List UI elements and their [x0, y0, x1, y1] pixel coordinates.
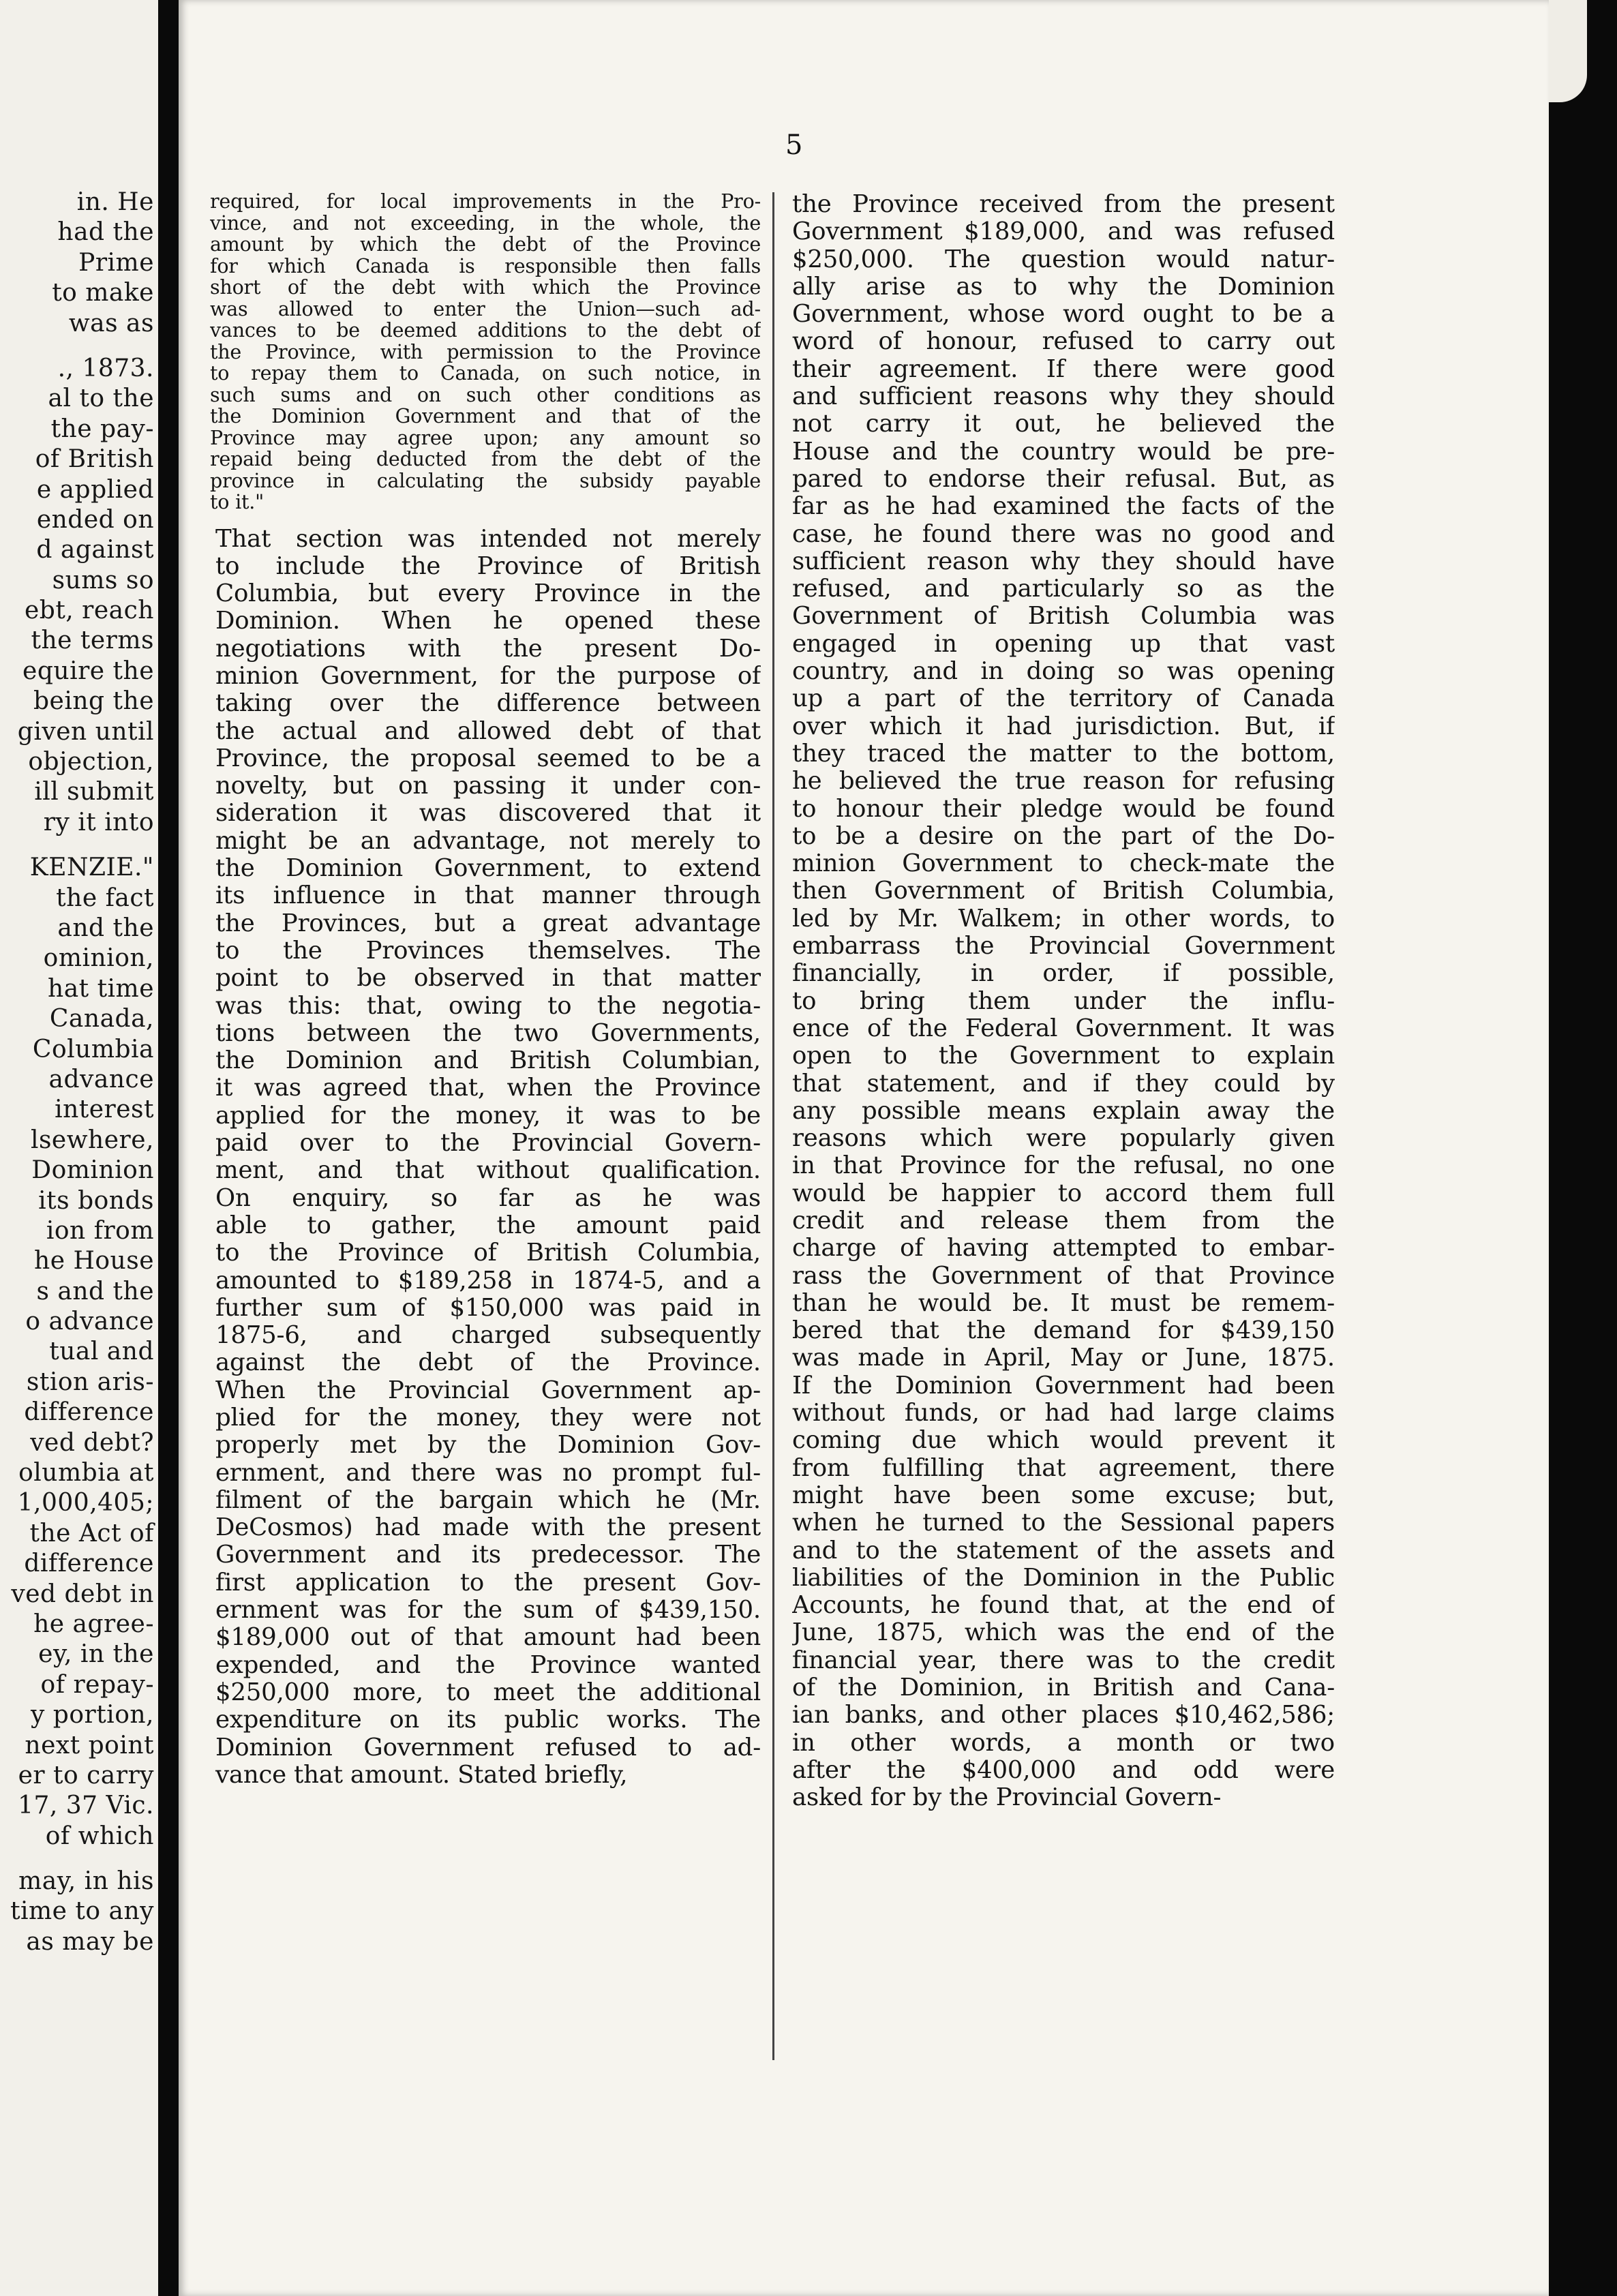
strip-line: 1,000,405;: [17, 1489, 154, 1517]
text-line: was made in April, May or June, 1875.: [792, 1344, 1335, 1372]
strip-line: ved debt in: [11, 1580, 154, 1608]
strip-line: of British: [35, 445, 154, 474]
quoted-statute: [210, 191, 761, 513]
text-line: was this: that, owing to the negotia-: [215, 992, 761, 1020]
quote-line: repaid being deducted from the debt of the: [210, 449, 761, 470]
strip-line: [0, 1852, 154, 1867]
text-line: negotiations with the present Do-: [215, 635, 761, 663]
text-line: to be a desire on the part of the Do-: [792, 822, 1335, 850]
quote-line: to it.": [210, 492, 265, 513]
text-line: minion Government, for the purpose of: [215, 662, 761, 690]
strip-line: had the: [57, 218, 154, 247]
text-line: it was agreed that, when the Province: [215, 1074, 761, 1102]
text-line: On enquiry, so far as he was: [215, 1184, 761, 1212]
strip-line: he agree-: [33, 1610, 154, 1638]
text-line: and to the statement of the assets and: [792, 1537, 1335, 1565]
text-line: its influence in that manner through: [215, 882, 761, 910]
text-line: than he would be. It must be remem-: [792, 1289, 1335, 1317]
text-line: If the Dominion Government had been: [792, 1372, 1335, 1400]
text-line: bered that the demand for $439,150: [792, 1317, 1335, 1345]
strip-line: Canada,: [49, 1005, 154, 1033]
text-line: reasons which were popularly given: [792, 1125, 1335, 1153]
strip-line: [0, 339, 154, 354]
strip-line: the terms: [31, 626, 154, 655]
strip-line: ry it into: [43, 808, 154, 836]
strip-line: advance: [48, 1065, 154, 1093]
strip-line: ill submit: [34, 778, 154, 806]
quote-line: province in calculating the subsidy payable: [210, 470, 761, 492]
quote-line: to repay them to Canada, on such notice, in: [210, 363, 761, 384]
text-line: able to gather, the amount paid: [215, 1211, 761, 1239]
text-line: properly met by the Dominion Gov-: [215, 1432, 761, 1460]
text-line: novelty, but on passing it under con-: [215, 772, 761, 800]
text-line: ernment, and there was no prompt ful-: [215, 1459, 761, 1487]
text-line: taking over the difference between: [215, 690, 761, 718]
strip-line: equire the: [22, 656, 154, 685]
strip-line: of which: [45, 1822, 154, 1850]
text-line: would be happier to accord them full: [792, 1179, 1335, 1207]
text-line: financially, in order, if possible,: [792, 960, 1335, 988]
text-line: the Provinces, but a great advantage: [215, 909, 761, 937]
strip-line: time to any: [10, 1897, 154, 1926]
previous-page-text: [0, 187, 154, 1957]
text-line: applied for the money, it was to be: [215, 1102, 761, 1130]
strip-line: as may be: [26, 1927, 154, 1956]
text-line: open to the Government to explain: [792, 1042, 1335, 1070]
text-line: That section was intended not merely: [215, 525, 761, 553]
text-line: DeCosmos) had made with the present: [215, 1514, 761, 1542]
text-line: ernment was for the sum of $439,150.: [215, 1597, 761, 1625]
strip-line: y portion,: [31, 1701, 154, 1729]
text-line: then Government of British Columbia,: [792, 877, 1335, 905]
quote-line: was allowed to enter the Union—such ad-: [210, 298, 761, 320]
quote-line: for which Canada is responsible then falls: [210, 255, 761, 277]
text-line: might have been some excuse; but,: [792, 1481, 1335, 1509]
strip-line: the Act of: [29, 1519, 154, 1547]
strip-line: ., 1873.: [57, 354, 154, 382]
quote-line: vince, and not exceeding, in the whole, the: [210, 212, 761, 234]
strip-line: ion from: [46, 1216, 154, 1245]
strip-line: being the: [33, 687, 154, 716]
strip-line: Columbia: [32, 1035, 154, 1063]
strip-line: lsewhere,: [30, 1126, 154, 1154]
strip-line: of repay-: [40, 1670, 154, 1699]
text-line: Dominion Government refused to ad-: [215, 1734, 761, 1762]
strip-line: al to the: [48, 384, 154, 413]
text-line: engaged in opening up that vast: [792, 630, 1335, 658]
text-column-right: [792, 191, 1335, 1812]
text-line: embarrass the Provincial Government: [792, 933, 1335, 961]
text-line: charge of having attempted to embar-: [792, 1235, 1335, 1263]
strip-line: stion aris-: [26, 1368, 154, 1396]
page-corner: [1549, 0, 1587, 102]
strip-line: ominion,: [43, 944, 154, 973]
body-paragraph: [210, 526, 761, 1789]
text-line: minion Government to check-mate the: [792, 850, 1335, 878]
text-line: not carry it out, he believed the: [792, 410, 1335, 438]
text-column-left: [210, 191, 761, 1789]
strip-line: hat time: [48, 974, 154, 1003]
text-line: word of honour, refused to carry out: [792, 328, 1335, 356]
column-divider: [772, 192, 774, 2060]
strip-line: o advance: [25, 1308, 154, 1336]
text-line: to honour their pledge would be found: [792, 795, 1335, 823]
text-line: plied for the money, they were not: [215, 1404, 761, 1432]
body-paragraph: [792, 191, 1335, 1812]
text-line: without funds, or had had large claims: [792, 1400, 1335, 1428]
text-line: against the debt of the Province.: [215, 1349, 761, 1377]
strip-line: ebt, reach: [24, 596, 154, 625]
text-line: ment, and that without qualification.: [215, 1157, 761, 1185]
quote-line: Province may agree upon; any amount so: [210, 427, 761, 449]
text-line: to include the Province of British: [215, 552, 761, 580]
text-line: first application to the present Gov-: [215, 1569, 761, 1597]
strip-line: s and the: [36, 1277, 154, 1305]
text-line: over which it had jurisdiction. But, if: [792, 712, 1335, 740]
strip-line: ey, in the: [38, 1640, 154, 1669]
text-line: when he turned to the Sessional papers: [792, 1509, 1335, 1537]
strip-line: 17, 37 Vic.: [18, 1792, 154, 1820]
text-line: to the Provinces themselves. The: [215, 937, 761, 965]
text-line: liabilities of the Dominion in the Public: [792, 1564, 1335, 1592]
text-line: he believed the true reason for refusing: [792, 768, 1335, 796]
strip-line: the pay-: [50, 414, 154, 443]
text-line: the actual and allowed debt of that: [215, 717, 761, 745]
strip-line: olumbia at: [18, 1459, 154, 1487]
text-line: 1875-6, and charged subsequently: [215, 1322, 761, 1350]
quote-line: amount by which the debt of the Province: [210, 234, 761, 256]
text-line: asked for by the Provincial Govern-: [792, 1784, 1222, 1812]
text-line: June, 1875, which was the end of the: [792, 1619, 1335, 1647]
strip-line: to make: [52, 279, 154, 307]
text-line: case, he found there was no good and: [792, 520, 1335, 548]
text-line: expenditure on its public works. The: [215, 1706, 761, 1734]
text-line: that statement, and if they could by: [792, 1070, 1335, 1098]
text-line: the Dominion and British Columbian,: [215, 1047, 761, 1075]
text-line: amounted to $189,258 in 1874-5, and a: [215, 1267, 761, 1295]
text-line: ian banks, and other places $10,462,586;: [792, 1702, 1335, 1729]
strip-line: Prime: [78, 248, 154, 277]
text-line: from fulfilling that agreement, there: [792, 1454, 1335, 1482]
text-line: $250,000. The question would natur-: [792, 245, 1335, 273]
strip-line: ved debt?: [30, 1428, 154, 1457]
strip-line: difference: [24, 1398, 154, 1427]
text-line: Province, the proposal seemed to be a: [215, 744, 761, 772]
text-line: Government, whose word ought to be a: [792, 301, 1335, 329]
text-line: the Dominion Government, to extend: [215, 855, 761, 883]
strip-line: KENZIE.": [29, 854, 154, 882]
text-line: after the $400,000 and odd were: [792, 1756, 1335, 1784]
text-line: financial year, there was to the credit: [792, 1646, 1335, 1674]
strip-line: the fact: [56, 883, 154, 912]
text-line: Dominion. When he opened these: [215, 607, 761, 635]
strip-line: objection,: [28, 748, 154, 776]
text-line: $189,000 out of that amount had been: [215, 1624, 761, 1652]
text-line: Government and its predecessor. The: [215, 1541, 761, 1569]
text-line: coming due which would prevent it: [792, 1427, 1335, 1455]
text-line: expended, and the Province wanted: [215, 1651, 761, 1679]
strip-line: and the: [57, 913, 154, 942]
text-line: far as he had examined the facts of the: [792, 493, 1335, 521]
quote-line: short of the debt with which the Province: [210, 277, 761, 299]
text-line: of the Dominion, in British and Cana-: [792, 1674, 1335, 1702]
text-line: House and the country would be pre-: [792, 438, 1335, 466]
strip-line: sums so: [52, 566, 154, 594]
text-line: the Province received from the present: [792, 191, 1335, 218]
strip-line: e applied: [36, 475, 154, 504]
text-line: Government of British Columbia was: [792, 603, 1335, 631]
text-line: in other words, a month or two: [792, 1729, 1335, 1757]
text-line: pared to endorse their refusal. But, as: [792, 465, 1335, 493]
text-line: further sum of $150,000 was paid in: [215, 1294, 761, 1322]
strip-line: ended on: [36, 505, 154, 534]
text-line: tions between the two Governments,: [215, 1019, 761, 1047]
text-line: in that Province for the refusal, no one: [792, 1152, 1335, 1180]
strip-line: next point: [25, 1731, 154, 1759]
strip-line: tual and: [49, 1338, 154, 1366]
strip-line: its bonds: [38, 1186, 154, 1215]
text-line: ally arise as to why the Dominion: [792, 273, 1335, 301]
text-line: any possible means explain away the: [792, 1097, 1335, 1125]
text-line: $250,000 more, to meet the additional: [215, 1678, 761, 1706]
text-line: When the Provincial Government ap-: [215, 1376, 761, 1404]
strip-line: [0, 838, 154, 853]
strip-line: he House: [34, 1247, 154, 1275]
text-line: to bring them under the influ-: [792, 987, 1335, 1015]
text-line: Accounts, he found that, at the end of: [792, 1592, 1335, 1620]
text-line: and sufficient reasons why they should: [792, 383, 1335, 411]
text-line: refused, and particularly so as the: [792, 575, 1335, 603]
strip-line: was as: [68, 309, 154, 337]
text-line: filment of the bargain which he (Mr.: [215, 1486, 761, 1514]
strip-line: given until: [17, 717, 154, 746]
text-line: their agreement. If there were good: [792, 355, 1335, 383]
text-line: might be an advantage, not merely to: [215, 827, 761, 855]
previous-page-strip: [0, 0, 158, 2296]
text-line: up a part of the territory of Canada: [792, 685, 1335, 713]
text-line: paid over to the Provincial Govern-: [215, 1130, 761, 1158]
strip-line: Dominion: [31, 1156, 154, 1185]
strip-line: interest: [55, 1096, 154, 1124]
strip-line: d against: [36, 536, 154, 564]
text-line: led by Mr. Walkem; in other words, to: [792, 905, 1335, 933]
page-number: 5: [785, 130, 803, 161]
quote-line: such sums and on such other conditions as: [210, 384, 761, 406]
text-line: to the Province of British Columbia,: [215, 1239, 761, 1267]
quote-line: required, for local improvements in the Pro-: [210, 191, 761, 213]
text-line: Government $189,000, and was refused: [792, 218, 1335, 246]
strip-line: may, in his: [18, 1867, 154, 1896]
strip-line: difference: [24, 1550, 154, 1578]
quote-line: the Province, with permission to the Province: [210, 341, 761, 363]
text-line: vance that amount. Stated briefly,: [215, 1761, 628, 1789]
text-line: sufficient reason why they should have: [792, 547, 1335, 575]
text-line: rass the Government of that Province: [792, 1262, 1335, 1290]
text-line: credit and release them from the: [792, 1207, 1335, 1235]
text-line: point to be observed in that matter: [215, 965, 761, 993]
text-line: they traced the matter to the bottom,: [792, 740, 1335, 768]
text-line: country, and in doing so was opening: [792, 658, 1335, 686]
quote-line: the Dominion Government and that of the: [210, 406, 761, 427]
text-line: Columbia, but every Province in the: [215, 580, 761, 608]
text-line: ence of the Federal Government. It was: [792, 1014, 1335, 1042]
page-edge: [1549, 0, 1617, 2296]
strip-line: er to carry: [18, 1761, 154, 1789]
strip-line: in. He: [76, 188, 154, 216]
quote-line: vances to be deemed additions to the debt of: [210, 320, 761, 342]
text-line: sideration it was discovered that it: [215, 800, 761, 828]
